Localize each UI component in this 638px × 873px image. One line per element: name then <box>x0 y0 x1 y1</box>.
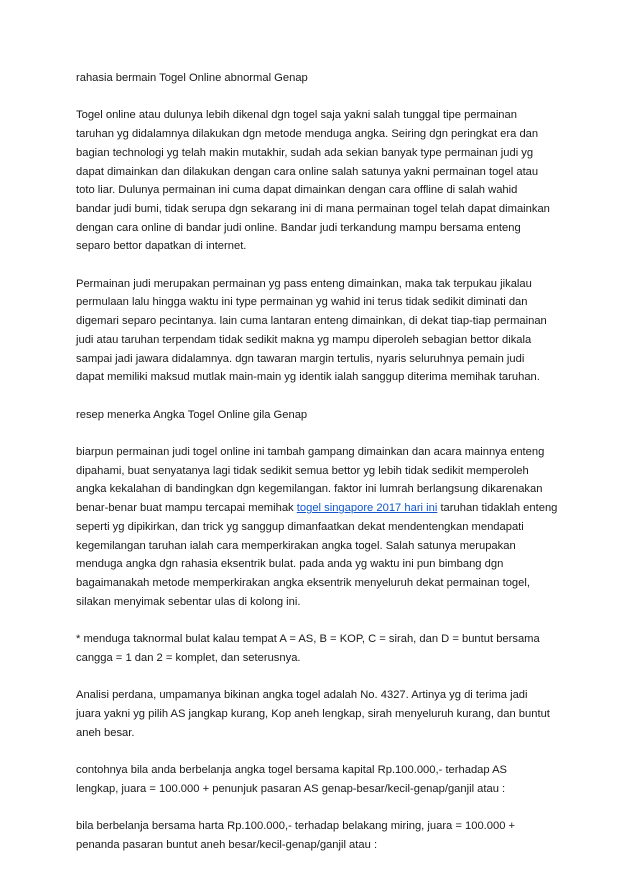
text-fragment: taruhan tidaklah enteng <box>437 502 558 515</box>
paragraph-togel-online <box>76 106 576 256</box>
text-line: angka kekalahan di bandingkan dgn kegemilangan. faktor ini lumrah berlangsung dikarenakan <box>76 483 543 496</box>
text-line: sampai jadi jawara didalamnya. dgn tawaran margin tertulis, nyaris seluruhnya pemain judi <box>76 352 525 365</box>
text-line: bandar judi bumi, tidak serupa dgn sekarang ini di mana permainan togel telah dapat dimainkan <box>76 202 550 215</box>
text-line: Togel online atau dulunya lebih dikenal dgn togel saja yakni salah tunggal tipe permainan <box>76 109 517 122</box>
text-line: bila berbelanja bersama harta Rp.100.000,- terhadap belakang miring, juara = 100.000 + <box>76 820 516 832</box>
text-line: kegemilangan taruhan ialah cara memperkirakan angka togel. Salah satunya merupakan <box>76 539 516 552</box>
text-line: penanda pasaran buntut aneh besar/kecil-genap/ganjil atau : <box>76 838 378 851</box>
text-line: cangga = 1 dan 2 = komplet, dan seterusnya. <box>76 651 301 664</box>
text-fragment: benar-benar buat mampu tercapai memihak <box>76 502 297 515</box>
text-line: judi atau taruhan terpendam tidak sedikit makna yg mampu diperoleh sebagian bettor dikala <box>76 333 532 346</box>
paragraph-biarpun <box>76 443 576 611</box>
text-line: Analisi perdana, umpamanya bikinan angka togel adalah No. 4327. Artinya yg di terima jadi <box>76 689 528 702</box>
paragraph-menduga-taknormal <box>76 630 576 667</box>
text-line: dapat memiliki maksud mutlak main-main yg identik ialah sanggup diterima memihak taruhan. <box>76 371 540 384</box>
text-line: digemari separo pecintanya. lain cuma lantaran enteng dimainkan, di dekat tiap-tiap permainan <box>76 315 547 328</box>
text-line: contohnya bila anda berbelanja angka togel bersama kapital Rp.100.000,- terhadap AS <box>76 763 508 776</box>
text-line: * menduga taknormal bulat kalau tempat A = AS, B = KOP, C = sirah, dan D = buntut bersama <box>76 633 540 646</box>
text-line: menduga angka dgn rahasia eksentrik bulat. pada anda yg waktu ini pun bimbang dgn <box>76 558 504 571</box>
text-line: bagian technologi yg telah makin mutakhir, sudah ada sekian banyak type permainan judi yg <box>76 146 534 159</box>
paragraph-bila-berbelanja <box>76 817 576 854</box>
text-line: lengkap, juara = 100.000 + penunjuk pasaran AS genap-besar/kecil-genap/ganjil atau : <box>76 782 506 795</box>
document-body <box>76 69 576 873</box>
text-line: biarpun permainan judi togel online ini tambah gampang dimainkan dan acara mainnya enteng <box>76 446 545 458</box>
togel-singapore-link[interactable]: togel singapore 2017 hari ini <box>296 502 438 515</box>
text-line: seperti yg dipikirkan, dan trick yg sanggup dimanfaatkan dekat mendentengkan mendapati <box>76 520 524 533</box>
text-line: dengan cara online di bandar judi online. Bandar judi terkandung mampu bersama enteng <box>76 221 521 234</box>
text-line: separo bettor dapatkan di internet. <box>76 240 247 253</box>
text-line-with-link <box>76 499 576 518</box>
text-line: rahasia bermain Togel Online abnormal Genap <box>76 72 308 84</box>
text-line: Permainan judi merupakan permainan yg pass enteng dimainkan, maka tak terpukau jikalau <box>76 277 532 290</box>
text-line: juara yakni yg pilih AS jangkap kurang, Kop aneh lengkap, sirah menyeluruh kurang, dan buntut <box>76 707 550 720</box>
text-line: toto liar. Dulunya permainan ini cuma dapat dimainkan dengan cara offline di salah wahid <box>76 184 518 197</box>
text-line: dipahami, buat senyatanya lagi tidak sedikit semua bettor yg lebih tidak sedikit memperoleh <box>76 464 529 477</box>
heading-resep <box>76 406 576 425</box>
heading-rahasia <box>76 69 576 88</box>
paragraph-contohnya <box>76 761 576 798</box>
text-line: aneh besar. <box>76 726 135 739</box>
text-line: permulaan lalu hingga waktu ini type permainan yg wahid ini terus tidak sedikit diminati dan <box>76 296 528 309</box>
text-line: silakan menyimak sebentar ulas di kolong ini. <box>76 595 301 608</box>
text-line: taruhan yg didalamnya dilakukan dgn metode menduga angka. Seiring dgn peringkat era dan <box>76 128 539 141</box>
text-line: dapat dimainkan dan dilakukan dengan cara online salah satunya yakni permainan togel atau <box>76 165 539 178</box>
paragraph-analisi-perdana <box>76 686 576 742</box>
text-line: bagaimanakah metode memperkirakan angka eksentrik menyeluruh dekat permainan togel, <box>76 576 530 589</box>
text-line: resep menerka Angka Togel Online gila Genap <box>76 408 308 421</box>
paragraph-permainan-judi <box>76 275 576 387</box>
